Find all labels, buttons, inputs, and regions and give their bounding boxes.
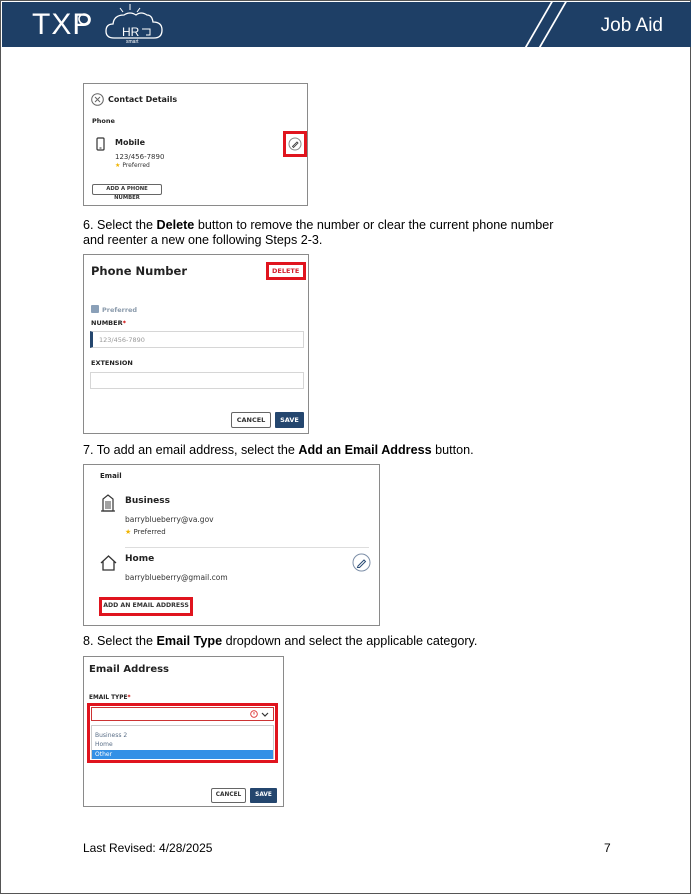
phone-number-screenshot	[83, 254, 309, 434]
error-icon	[250, 710, 258, 718]
home-email-value: barryblueberry@gmail.com	[125, 573, 228, 582]
email-type-dropdown[interactable]	[91, 707, 274, 721]
edit-pencil-icon[interactable]	[288, 137, 302, 151]
option-other-label: Other	[95, 751, 113, 758]
email-address-screenshot	[83, 656, 284, 807]
home-icon	[99, 554, 118, 571]
option-other-selected[interactable]	[92, 750, 273, 759]
extension-input[interactable]	[90, 372, 304, 389]
email-type-options-list	[91, 725, 274, 759]
hr-smart-cloud-logo	[2, 2, 202, 47]
preferred-badge	[115, 162, 150, 169]
chevron-down-icon[interactable]	[261, 712, 269, 718]
preferred-label: Preferred	[133, 528, 166, 536]
doc-type-title: Job Aid	[600, 15, 663, 36]
email-type-label: EMAIL TYPE*	[89, 695, 131, 701]
cancel-button[interactable]: CANCEL	[211, 788, 246, 803]
star-icon: ★	[125, 528, 132, 536]
hr-logo-text: HR	[122, 25, 140, 39]
option-business-2[interactable]: Business 2	[95, 732, 128, 739]
last-revised-date: Last Revised: 4/28/2025	[83, 841, 213, 855]
option-home[interactable]: Home	[95, 741, 113, 748]
step-8-instruction: 8. Select the Email Type dropdown and select the applicable category.	[83, 634, 478, 648]
add-email-address-button[interactable]: ADD AN EMAIL ADDRESS	[103, 601, 189, 612]
cancel-button[interactable]: CANCEL	[231, 412, 271, 428]
step-6-instruction: 6. Select the Delete button to remove the number or clear the current phone number and reenter a new one following Steps 2-3.	[83, 218, 554, 247]
contact-details-title: Contact Details	[108, 95, 178, 104]
hr-logo-subtext: smart	[126, 39, 139, 45]
mobile-phone-icon	[96, 137, 105, 151]
step-7-instruction: 7. To add an email address, select the Add an Email Address button.	[83, 443, 474, 457]
extension-field-label: EXTENSION	[91, 359, 133, 367]
preferred-label: Preferred	[122, 162, 150, 169]
phone-type-label: Mobile	[115, 138, 146, 147]
number-input[interactable]	[90, 331, 304, 348]
divider	[125, 547, 369, 548]
preferred-badge	[125, 528, 166, 536]
delete-button[interactable]: DELETE	[272, 267, 300, 275]
phone-number-title: Phone Number	[91, 264, 188, 278]
number-field-label: NUMBER*	[91, 319, 126, 327]
preferred-checkbox[interactable]	[91, 305, 99, 313]
email-address-title: Email Address	[89, 664, 170, 675]
number-input-value: 123/456-7890	[99, 336, 145, 344]
preferred-checkbox-label: Preferred	[102, 306, 138, 314]
txp-logo: TXP	[32, 8, 94, 41]
email-list-screenshot	[83, 464, 380, 626]
star-icon: ★	[115, 162, 121, 169]
home-email-label: Home	[125, 554, 155, 564]
add-phone-number-button[interactable]: ADD A PHONE NUMBER	[92, 184, 162, 195]
save-button[interactable]: SAVE	[275, 412, 304, 428]
phone-section-label: Phone	[92, 117, 115, 125]
email-section-label: Email	[100, 472, 122, 480]
office-building-icon	[100, 493, 116, 512]
page-header	[2, 2, 691, 47]
contact-details-screenshot	[83, 83, 308, 206]
business-email-label: Business	[125, 496, 170, 506]
close-icon[interactable]	[91, 93, 104, 106]
save-button[interactable]: SAVE	[250, 788, 277, 803]
phone-number-value: 123/456-7890	[115, 153, 165, 161]
business-email-value: barryblueberry@va.gov	[125, 515, 214, 524]
page-number: 7	[604, 841, 611, 855]
edit-pencil-icon[interactable]	[352, 553, 371, 572]
